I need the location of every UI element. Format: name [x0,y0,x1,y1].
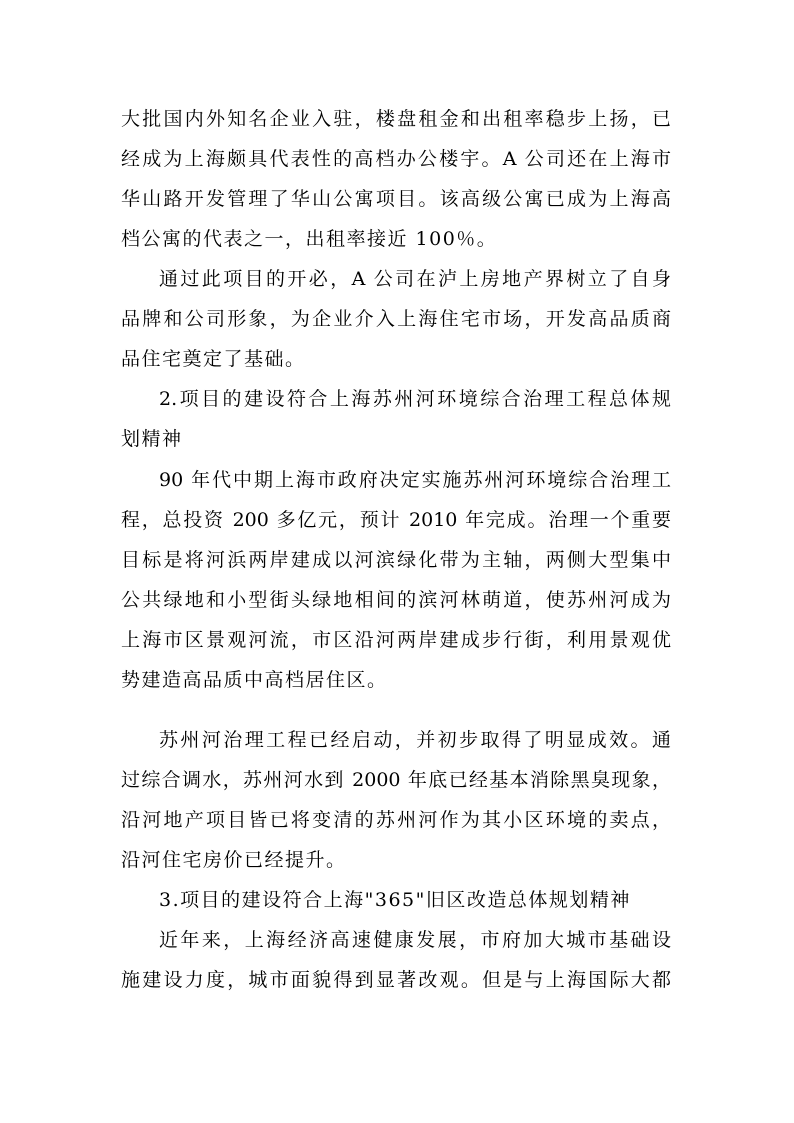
text-line: 程，总投资 200 多亿元，预计 2010 年完成。治理一个重要 [121,509,671,531]
text-line: 品住宅奠定了基础。 [121,348,306,370]
text-line: 华山路开发管理了华山公寓项目。该高级公寓已成为上海高 [121,188,671,210]
text-line: 大批国内外知名企业入驻，楼盘租金和出租率稳步上扬，已 [121,108,671,130]
text-line: 品牌和公司形象，为企业介入上海住宅市场，开发高品质商 [121,308,671,330]
paragraph-first-line: 苏州河治理工程已经启动，并初步取得了明显成效。通 [159,729,671,751]
text-line: 档公寓的代表之一，出租率接近 100％。 [121,228,498,250]
section-heading-continuation: 划精神 [121,428,183,450]
section-heading: 2.项目的建设符合上海苏州河环境综合治理工程总体规 [159,388,671,410]
section-heading: 3.项目的建设符合上海"365"旧区改造总体规划精神 [159,889,631,911]
text-line: 公共绿地和小型街头绿地相间的滨河林萌道，使苏州河成为 [121,589,671,611]
text-line: 上海市区景观河流，市区沿河两岸建成步行街，利用景观优 [121,629,671,651]
text-line: 过综合调水，苏州河水到 2000 年底已经基本消除黑臭现象， [121,769,671,791]
text-line: 目标是将河浜两岸建成以河滨绿化带为主轴，两侧大型集中 [121,549,671,571]
text-line: 经成为上海颇具代表性的高档办公楼宇。A 公司还在上海市 [121,148,671,170]
text-line: 沿河地产项目皆已将变清的苏州河作为其小区环境的卖点， [121,809,671,831]
text-line: 施建设力度，城市面貌得到显著改观。但是与上海国际大都 [121,969,671,991]
paragraph-first-line: 90 年代中期上海市政府决定实施苏州河环境综合治理工 [159,469,671,491]
paragraph-first-line: 近年来，上海经济高速健康发展，市府加大城市基础设 [159,929,671,951]
text-line: 沿河住宅房价已经提升。 [121,849,347,871]
text-line: 势建造高品质中高档居住区。 [121,669,388,691]
paragraph-first-line: 通过此项目的开必，A 公司在泸上房地产界树立了自身 [159,268,671,290]
